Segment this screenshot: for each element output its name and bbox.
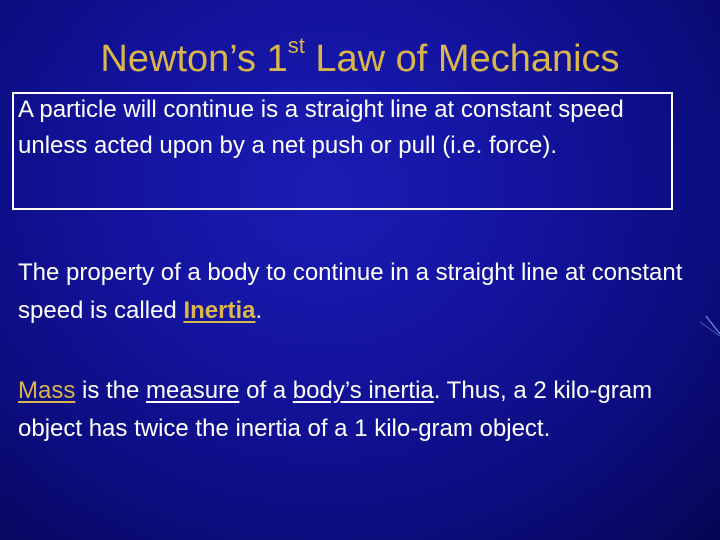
measure-keyword: measure — [146, 377, 240, 404]
mass-paragraph: Mass is the measure of a body’s inertia. Thus, a 2 kilo-gram object has twice the inertia of a 1 kilo-gram object. — [18, 377, 653, 442]
body-inertia-keyword: body’s inertia — [292, 377, 434, 404]
title-superscript: st — [287, 33, 305, 59]
slide-title: Newton’s 1st Law of Mechanics — [100, 33, 620, 80]
mass-keyword: Mass — [18, 377, 76, 404]
inertia-keyword: Inertia — [183, 297, 256, 324]
first-law-statement: A particle will continue is a straight line at constant speed unless acted upon by a net push or pull (i.e. force). — [18, 96, 624, 159]
inertia-paragraph: The property of a body to continue in a straight line at constant speed is called Inertia. — [18, 259, 683, 324]
inertia-paragraph-text: The property of a body to continue in a straight line at constant speed is called — [18, 259, 683, 324]
